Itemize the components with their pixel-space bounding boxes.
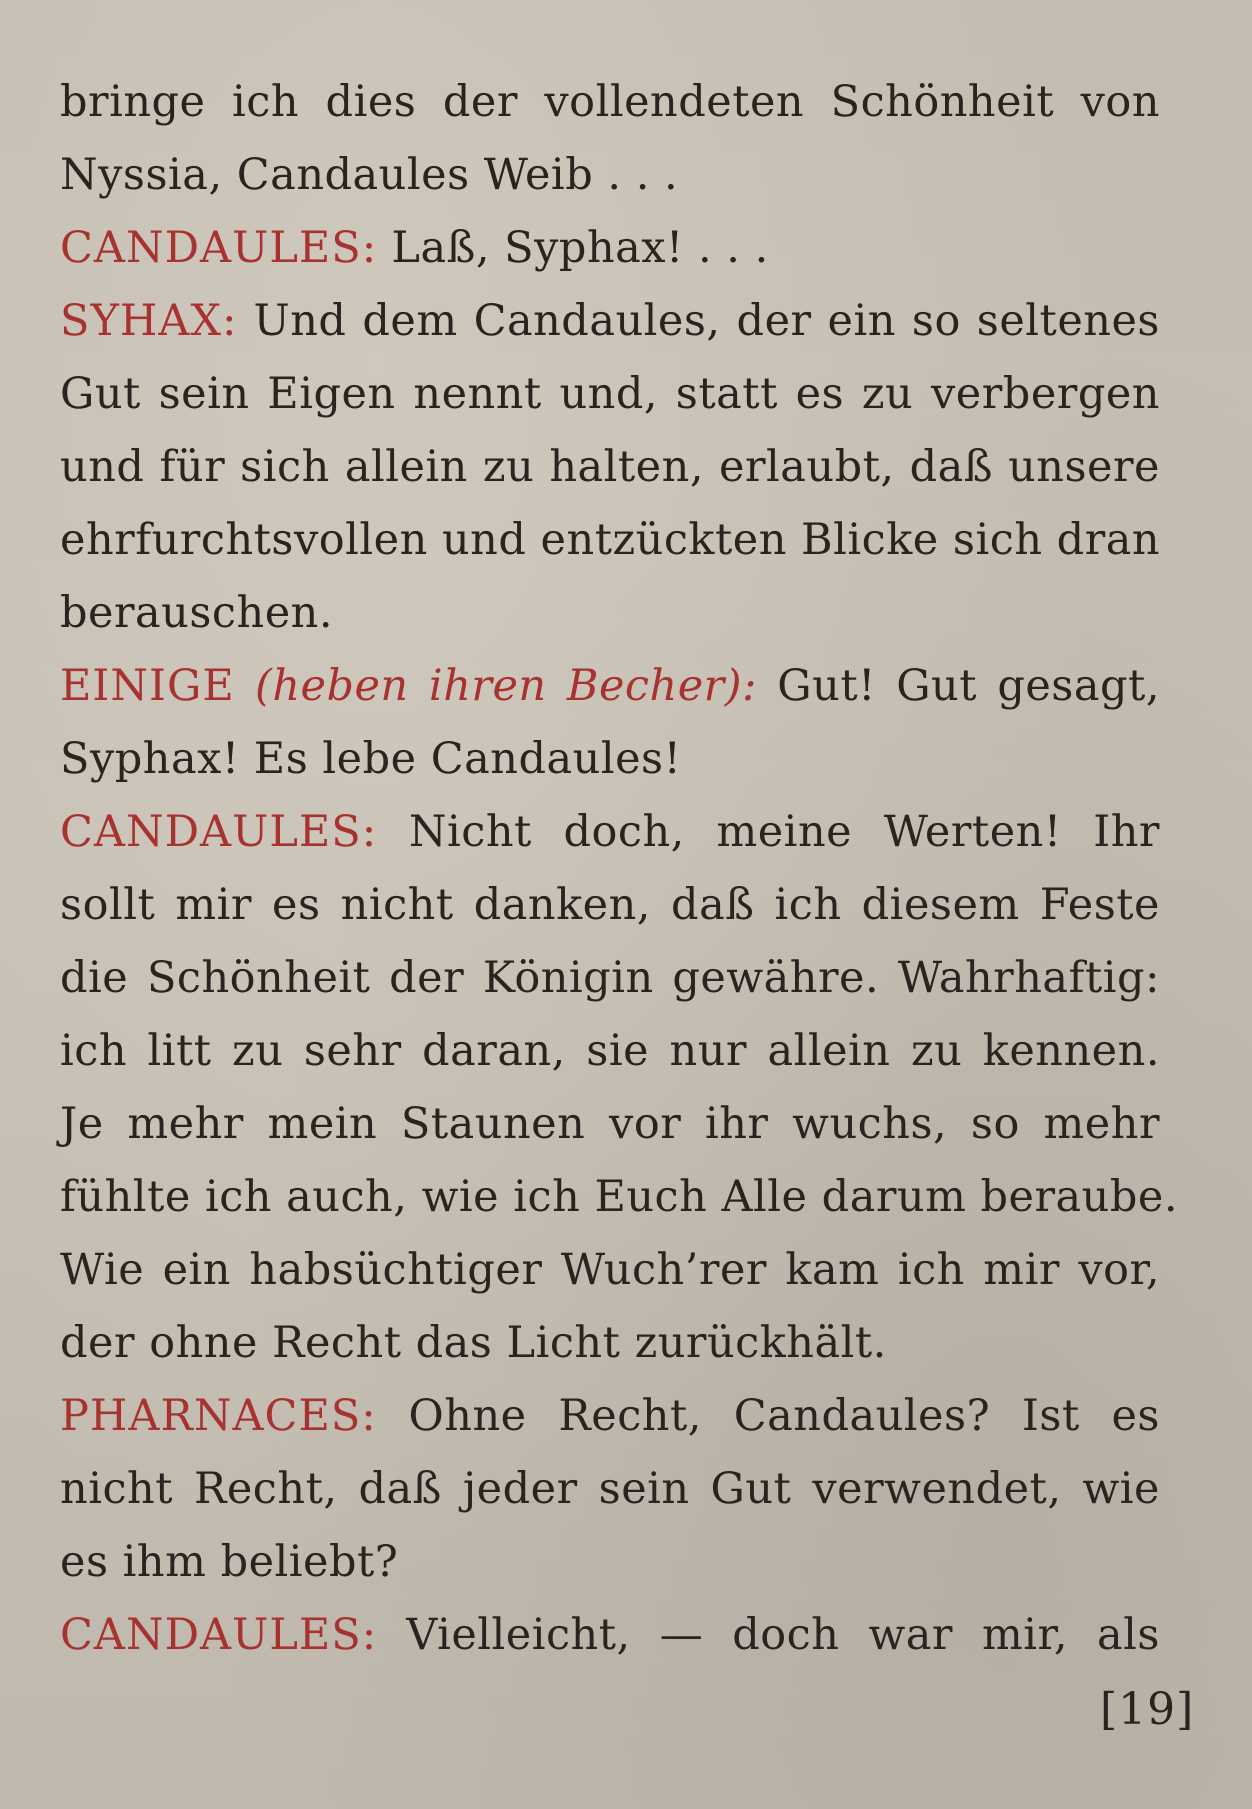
- text-line: [60, 1459, 1160, 1519]
- line-text: bringe ich dies der vollendeten Schönheit von: [60, 77, 1160, 127]
- stage-direction: (heben ihren Becher):: [234, 661, 757, 711]
- line-text: ich litt zu sehr daran, sie nur allein zu kennen.: [60, 1026, 1160, 1076]
- text-line: [60, 583, 1160, 643]
- text-line: [60, 1313, 1160, 1373]
- line-text: Wie ein habsüchtiger Wuch’rer kam ich mir vor,: [60, 1245, 1160, 1295]
- line-text: die Schönheit der Königin gewähre. Wahrhaftig:: [60, 953, 1160, 1003]
- line-text: Ohne Recht, Candaules? Ist es: [376, 1391, 1160, 1441]
- dialogue-line: [60, 1386, 1160, 1446]
- speaker-name: CANDAULES:: [60, 807, 378, 857]
- text-line: [60, 729, 1160, 789]
- line-text: Gut sein Eigen nennt und, statt es zu verbergen: [60, 369, 1160, 419]
- text-line: [60, 1532, 1160, 1592]
- line-text: Vielleicht, — doch war mir, als: [377, 1610, 1160, 1660]
- dialogue-line: [60, 656, 1160, 716]
- line-text: berauschen.: [60, 588, 334, 638]
- text-line: [60, 437, 1160, 497]
- line-text: Nyssia, Candaules Weib . . .: [60, 150, 679, 200]
- line-text: und für sich allein zu halten, erlaubt, daß unsere: [60, 442, 1160, 492]
- speaker-name: PHARNACES:: [60, 1391, 377, 1441]
- line-text: Laß, Syphax! . . .: [377, 223, 769, 273]
- dialogue-line: [60, 218, 1160, 278]
- speaker-name: CANDAULES:: [60, 223, 378, 273]
- line-text: ehrfurchtsvollen und entzückten Blicke sich dran: [60, 515, 1161, 565]
- dialogue-line: [60, 802, 1160, 862]
- text-line: [60, 1021, 1160, 1081]
- dialogue-line: [60, 1605, 1160, 1665]
- text-line: [60, 145, 1160, 205]
- dialogue-line: [60, 291, 1160, 351]
- speaker-name: EINIGE: [60, 661, 235, 711]
- speaker-name: SYHAX:: [60, 296, 238, 346]
- text-line: [60, 1240, 1160, 1300]
- line-text: sollt mir es nicht danken, daß ich diesem Feste: [60, 880, 1160, 930]
- text-line: [60, 1094, 1160, 1154]
- line-text: nicht Recht, daß jeder sein Gut verwendet, wie: [60, 1464, 1160, 1514]
- line-text: es ihm beliebt?: [60, 1537, 399, 1587]
- line-text: Und dem Candaules, der ein so seltenes: [237, 296, 1160, 346]
- text-line: [60, 948, 1160, 1008]
- text-line: [60, 510, 1160, 570]
- text-line: [60, 875, 1160, 935]
- line-text: fühlte ich auch, wie ich Euch Alle darum beraube.: [60, 1172, 1179, 1222]
- line-text: Gut! Gut gesagt,: [756, 661, 1160, 711]
- text-line: [60, 1167, 1179, 1227]
- text-line: [60, 364, 1160, 424]
- line-text: Nicht doch, meine Werten! Ihr: [377, 807, 1160, 857]
- line-text: Je mehr mein Staunen vor ihr wuchs, so mehr: [60, 1099, 1160, 1149]
- text-line: [60, 72, 1160, 132]
- line-text: Syphax! Es lebe Candaules!: [60, 734, 682, 784]
- speaker-name: CANDAULES:: [60, 1610, 378, 1660]
- page-number: [19]: [1100, 1684, 1195, 1735]
- line-text: der ohne Recht das Licht zurückhält.: [60, 1318, 887, 1368]
